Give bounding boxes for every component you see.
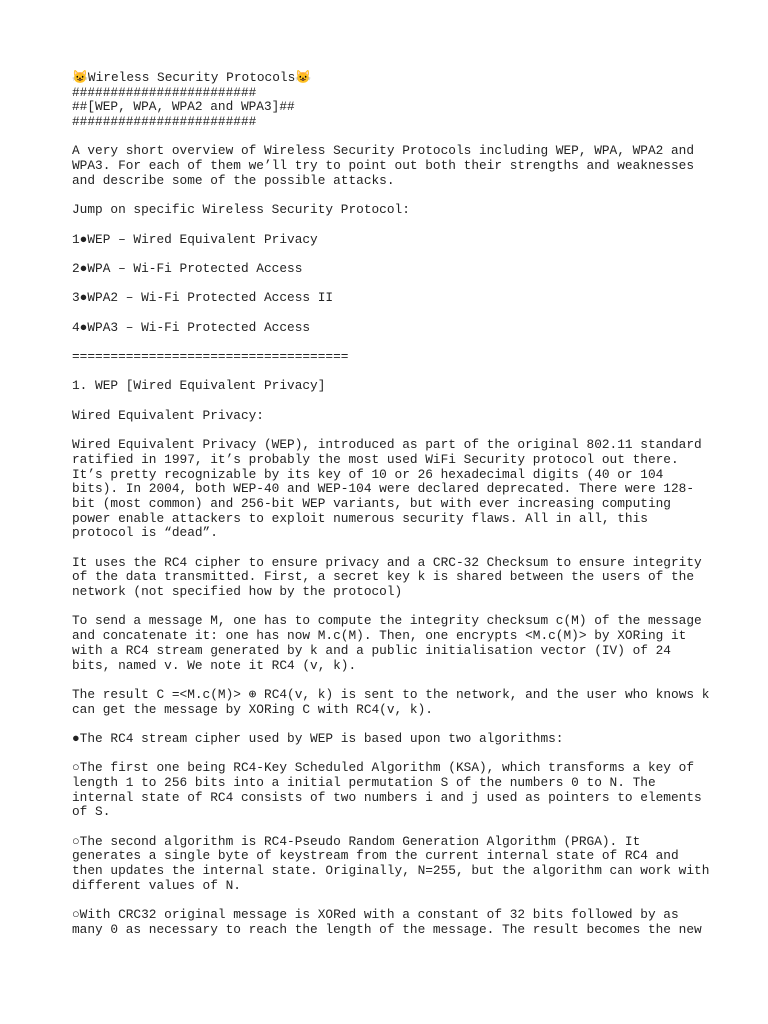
text-line: Wired Equivalent Privacy (WEP), introduced as part of the original 802.11 standard [72,437,702,453]
blank-line [72,541,752,556]
text-line: and describe some of the possible attacks. [72,172,395,188]
text-line: 4●WPA3 – Wi-Fi Protected Access [72,319,311,335]
text-line: length 1 to 256 bits into a initial permutation S of the numbers 0 to N. The [72,775,656,790]
text-line: of S. [72,804,111,820]
blank-line [72,189,752,204]
blank-line [72,277,752,292]
text-line: bits, named v. We note it RC4 (v, k). [72,657,357,673]
blank-line [72,335,752,350]
text-line: ==================================== [72,349,349,365]
text-line: protocol is “dead”. [72,525,218,541]
text-line: A very short overview of Wireless Security Protocols including WEP, WPA, WPA2 and [72,143,695,159]
text-line: many 0 as necessary to reach the length of the message. The result becomes the new [72,921,702,937]
text-line: 1. WEP [Wired Equivalent Privacy] [72,378,326,394]
blank-line [72,600,752,615]
text-line: generates a single byte of keystream from the current internal state of RC4 and [72,848,679,864]
text-line: The result C =<M.c(M)> ⊕ RC4(v, k) is sent to the network, and the user who knows k [72,686,710,702]
document-body [72,71,752,938]
text-line: 3●WPA2 – Wi-Fi Protected Access II [72,290,334,306]
blank-line [72,394,752,409]
text-line: power enable attackers to exploit numerous security flaws. All in all, this [72,510,648,526]
text-line: It uses the RC4 cipher to ensure privacy and a CRC-32 Checksum to ensure integrity [72,554,702,570]
blank-line [72,747,752,762]
blank-line [72,820,752,835]
text-line: bits). In 2004, both WEP-40 and WEP-104 were declared deprecated. There were 128- [72,481,695,497]
text-line: of the data transmitted. First, a secret key k is shared between the users of the [72,569,695,585]
text-line: and concatenate it: one has now M.c(M). Then, one encrypts <M.c(M)> by XORing it [72,628,687,644]
blank-line [72,130,752,145]
blank-line [72,673,752,688]
blank-line [72,894,752,909]
text-line: It’s pretty recognizable by its key of 10 or 26 hexadecimal digits (40 or 104 [72,466,664,482]
text-line: Jump on specific Wireless Security Protocol: [72,202,410,218]
blank-line [72,717,752,732]
text-line: 1●WEP – Wired Equivalent Privacy [72,231,318,247]
text-line: To send a message M, one has to compute the integrity checksum c(M) of the message [72,613,702,629]
blank-line [72,365,752,380]
text-line: ##[WEP, WPA, WPA2 and WPA3]## [72,99,295,115]
text-line: ○The first one being RC4-Key Scheduled Algorithm (KSA), which transforms a key of [72,760,695,776]
text-line: ●The RC4 stream cipher used by WEP is based upon two algorithms: [72,730,564,746]
text-line: ○The second algorithm is RC4-Pseudo Random Generation Algorithm (PRGA). It [72,833,641,849]
text-line: 😺Wireless Security Protocols😺 [72,70,312,85]
text-line: can get the message by XORing C with RC4(v, k). [72,701,433,717]
blank-line [72,306,752,321]
blank-line [72,247,752,262]
blank-line [72,424,752,439]
text-line: different values of N. [72,877,241,893]
text-line: ratified in 1997, it’s probably the most used WiFi Security protocol out there. [72,451,679,467]
text-line: network (not specified how by the protocol) [72,584,403,600]
text-line: Wired Equivalent Privacy: [72,407,264,423]
text-line: then updates the internal state. Originally, N=255, but the algorithm can work with [72,863,710,879]
text-line: internal state of RC4 consists of two numbers i and j used as pointers to elements [72,789,702,805]
text-line: bit (most common) and 256-bit WEP variants, but with ever increasing computing [72,495,671,511]
text-line: 2●WPA – Wi-Fi Protected Access [72,260,303,276]
text-line: ######################## [72,114,257,130]
text-line: with a RC4 stream generated by k and a public initialisation vector (IV) of 24 [72,642,671,658]
text-line: ######################## [72,84,257,100]
text-line: ○With CRC32 original message is XORed with a constant of 32 bits followed by as [72,907,679,923]
blank-line [72,218,752,233]
text-line: WPA3. For each of them we’ll try to point out both their strengths and weaknesses [72,158,695,174]
